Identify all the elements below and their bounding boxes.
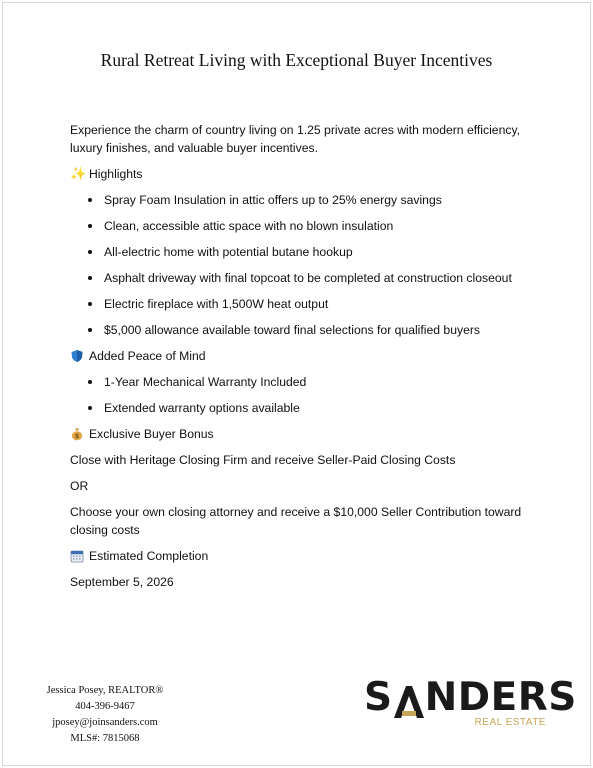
calendar-icon <box>70 549 84 563</box>
peace-heading-text: Added Peace of Mind <box>89 349 206 363</box>
bullet-dot <box>88 224 92 228</box>
completion-date: September 5, 2026 <box>70 575 174 589</box>
list-item <box>70 243 533 261</box>
bullet-dot <box>88 328 92 332</box>
logo-subtitle: REAL ESTATE <box>474 717 546 728</box>
list-item-text: Spray Foam Insulation in attic offers up to 25% energy savings <box>104 193 442 207</box>
list-item-text: Clean, accessible attic space with no blown insulation <box>104 219 394 233</box>
highlights-list <box>70 191 533 339</box>
list-item-text: Extended warranty options available <box>104 401 300 415</box>
completion-heading <box>70 547 533 565</box>
list-item <box>70 373 533 391</box>
money-bag-icon <box>70 427 84 441</box>
bullet-dot <box>88 380 92 384</box>
list-item-text: $5,000 allowance available toward final selections for qualified buyers <box>104 323 481 337</box>
peace-list <box>70 373 533 417</box>
highlights-heading <box>70 165 533 183</box>
logo-letters-nders: NDERS <box>424 675 577 720</box>
bonus-heading-text: Exclusive Buyer Bonus <box>89 427 214 441</box>
completion-heading-text: Estimated Completion <box>89 549 209 563</box>
bullet-dot <box>88 406 92 410</box>
intro-paragraph: Experience the charm of country living on 1.25 private acres with modern efficiency, luxury finishes, and valuable buyer incentives. <box>70 123 521 155</box>
list-item <box>70 217 533 235</box>
agent-name: Jessica Posey, REALTOR® <box>46 685 164 696</box>
page-title: Rural Retreat Living with Exceptional Buyer Incentives <box>100 50 493 70</box>
list-item <box>70 191 533 209</box>
sanders-logo <box>364 675 577 728</box>
list-item <box>70 295 533 313</box>
bonus-or: OR <box>70 479 89 493</box>
list-item-text: 1-Year Mechanical Warranty Included <box>104 375 307 389</box>
bonus-heading <box>70 425 533 443</box>
peace-heading <box>70 347 533 365</box>
agent-phone: 404-396-9467 <box>75 701 135 712</box>
agent-contact <box>40 683 170 747</box>
bonus-option-one: Close with Heritage Closing Firm and receive Seller-Paid Closing Costs <box>70 453 456 467</box>
logo-wordmark <box>364 675 577 720</box>
sparkles-icon: ✨ <box>70 166 87 181</box>
shield-icon <box>70 349 84 363</box>
list-item <box>70 399 533 417</box>
logo-letter-s: S <box>364 675 393 720</box>
mls-number: MLS#: 7815068 <box>70 733 140 744</box>
list-item <box>70 321 533 339</box>
agent-email: jposey@joinsanders.com <box>52 717 158 728</box>
bonus-option-two: Choose your own closing attorney and receive a $10,000 Seller Contribution toward closing costs <box>70 505 522 537</box>
list-item <box>70 269 533 287</box>
list-item-text: Asphalt driveway with final topcoat to be completed at construction closeout <box>104 271 512 285</box>
bullet-dot <box>88 276 92 280</box>
bullet-dot <box>88 250 92 254</box>
list-item-text: All-electric home with potential butane hookup <box>104 245 353 259</box>
svg-text:$: $ <box>74 432 80 441</box>
list-item-text: Electric fireplace with 1,500W heat output <box>104 297 329 311</box>
listing-content <box>70 121 533 591</box>
bullet-dot <box>88 302 92 306</box>
highlights-heading-text: Highlights <box>89 167 143 181</box>
logo-a-mark <box>394 684 424 716</box>
bullet-dot <box>88 198 92 202</box>
